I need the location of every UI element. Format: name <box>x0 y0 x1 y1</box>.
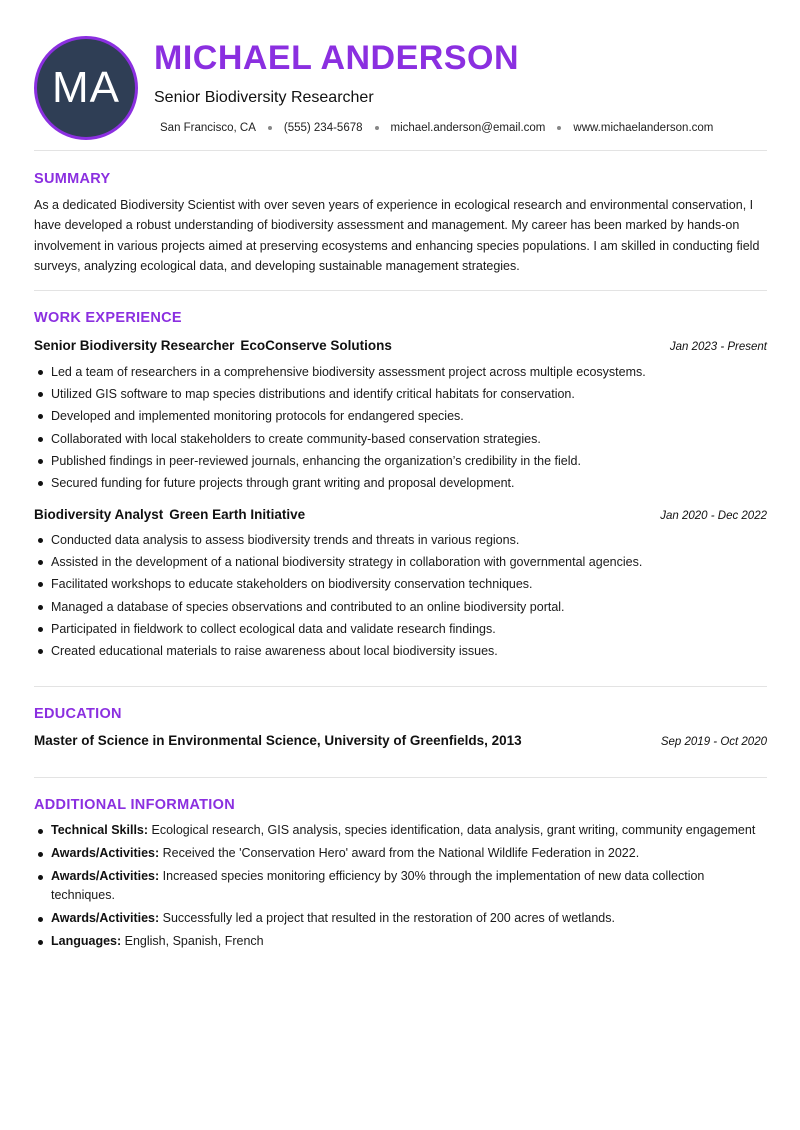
job-role: Biodiversity Analyst <box>34 507 164 522</box>
job-header <box>34 337 767 355</box>
list-item: Participated in fieldwork to collect ecological data and validate research findings. <box>34 618 767 640</box>
list-item: Developed and implemented monitoring protocols for endangered species. <box>34 405 767 427</box>
section-divider <box>34 290 767 291</box>
info-label: Awards/Activities: <box>51 846 160 860</box>
separator-dot <box>557 126 561 130</box>
candidate-name: MICHAEL ANDERSON <box>154 39 520 77</box>
education-heading: EDUCATION <box>34 706 122 722</box>
job-position <box>34 337 392 355</box>
list-item: Led a team of researchers in a comprehensive biodiversity assessment project across multiple ecosystems. <box>34 361 767 383</box>
list-item: Assisted in the development of a national biodiversity strategy in collaboration with governmental agencies. <box>34 551 767 573</box>
contact-phone: (555) 234-5678 <box>283 122 363 134</box>
info-text: Increased species monitoring efficiency by 30% through the implementation of new data collection techniques. <box>51 869 705 902</box>
separator-dot <box>268 126 272 130</box>
job-role: Senior Biodiversity Researcher <box>34 338 235 353</box>
list-item: Collaborated with local stakeholders to create community-based conservation strategies. <box>34 428 767 450</box>
additional-list <box>34 821 767 955</box>
candidate-title: Senior Biodiversity Researcher <box>154 89 374 106</box>
info-label: Awards/Activities: <box>51 911 160 925</box>
contact-bar <box>160 120 713 136</box>
list-item <box>34 909 767 928</box>
list-item: Facilitated workshops to educate stakeholders on biodiversity conservation techniques. <box>34 573 767 595</box>
info-text: English, Spanish, French <box>124 934 264 948</box>
list-item: Utilized GIS software to map species distributions and identify critical habitats for conservation. <box>34 383 767 405</box>
list-item <box>34 932 767 951</box>
list-item <box>34 844 767 863</box>
separator-dot <box>375 126 379 130</box>
info-label: Languages: <box>51 934 122 948</box>
list-item <box>34 821 767 840</box>
summary-heading: SUMMARY <box>34 171 111 187</box>
job-company: Green Earth Initiative <box>169 507 306 522</box>
job-dates: Jan 2020 - Dec 2022 <box>660 510 767 522</box>
summary-text: As a dedicated Biodiversity Scientist with over seven years of experience in ecological research and environmental conservation, I have developed a robust understanding of biodiversity assessment and management. My career has been marked by hands-on involvement in various projects aimed at preserving ecosystems and enhancing species populations. I am skilled in conducting field surveys, analyzing ecological data, and developing sustainable management strategies. <box>34 198 760 273</box>
section-divider <box>34 777 767 778</box>
job-header <box>34 506 767 524</box>
info-text: Ecological research, GIS analysis, species identification, data analysis, grant writing, community engagement <box>151 823 756 837</box>
info-text: Received the 'Conservation Hero' award from the National Wildlife Federation in 2022. <box>162 846 640 860</box>
list-item: Secured funding for future projects through grant writing and proposal development. <box>34 472 767 494</box>
contact-website: www.michaelanderson.com <box>573 122 714 134</box>
education-entry <box>34 733 767 748</box>
section-divider <box>34 686 767 687</box>
avatar-initials: MA <box>52 63 120 112</box>
contact-email: michael.anderson@email.com <box>390 122 546 134</box>
list-item <box>34 867 767 905</box>
info-label: Technical Skills: <box>51 823 149 837</box>
list-item: Conducted data analysis to assess biodiversity trends and threats in various regions. <box>34 529 767 551</box>
experience-heading: WORK EXPERIENCE <box>34 310 182 326</box>
avatar <box>34 36 138 140</box>
education-dates: Sep 2019 - Oct 2020 <box>660 736 767 748</box>
job-bullets <box>34 529 767 662</box>
additional-heading: ADDITIONAL INFORMATION <box>34 797 235 813</box>
section-divider <box>34 150 767 151</box>
info-label: Awards/Activities: <box>51 869 160 883</box>
list-item: Managed a database of species observations and contributed to an online biodiversity portal. <box>34 596 767 618</box>
list-item: Published findings in peer-reviewed journals, enhancing the organization’s credibility in the field. <box>34 450 767 472</box>
list-item: Created educational materials to raise awareness about local biodiversity issues. <box>34 640 767 662</box>
info-text: Successfully led a project that resulted in the restoration of 200 acres of wetlands. <box>162 911 615 925</box>
contact-location: San Francisco, CA <box>160 122 256 134</box>
job-bullets <box>34 361 767 494</box>
job-company: EcoConserve Solutions <box>240 338 392 353</box>
job-position <box>34 506 305 524</box>
job-dates: Jan 2023 - Present <box>669 341 767 353</box>
education-degree: Master of Science in Environmental Science, University of Greenfields, 2013 <box>34 733 522 748</box>
